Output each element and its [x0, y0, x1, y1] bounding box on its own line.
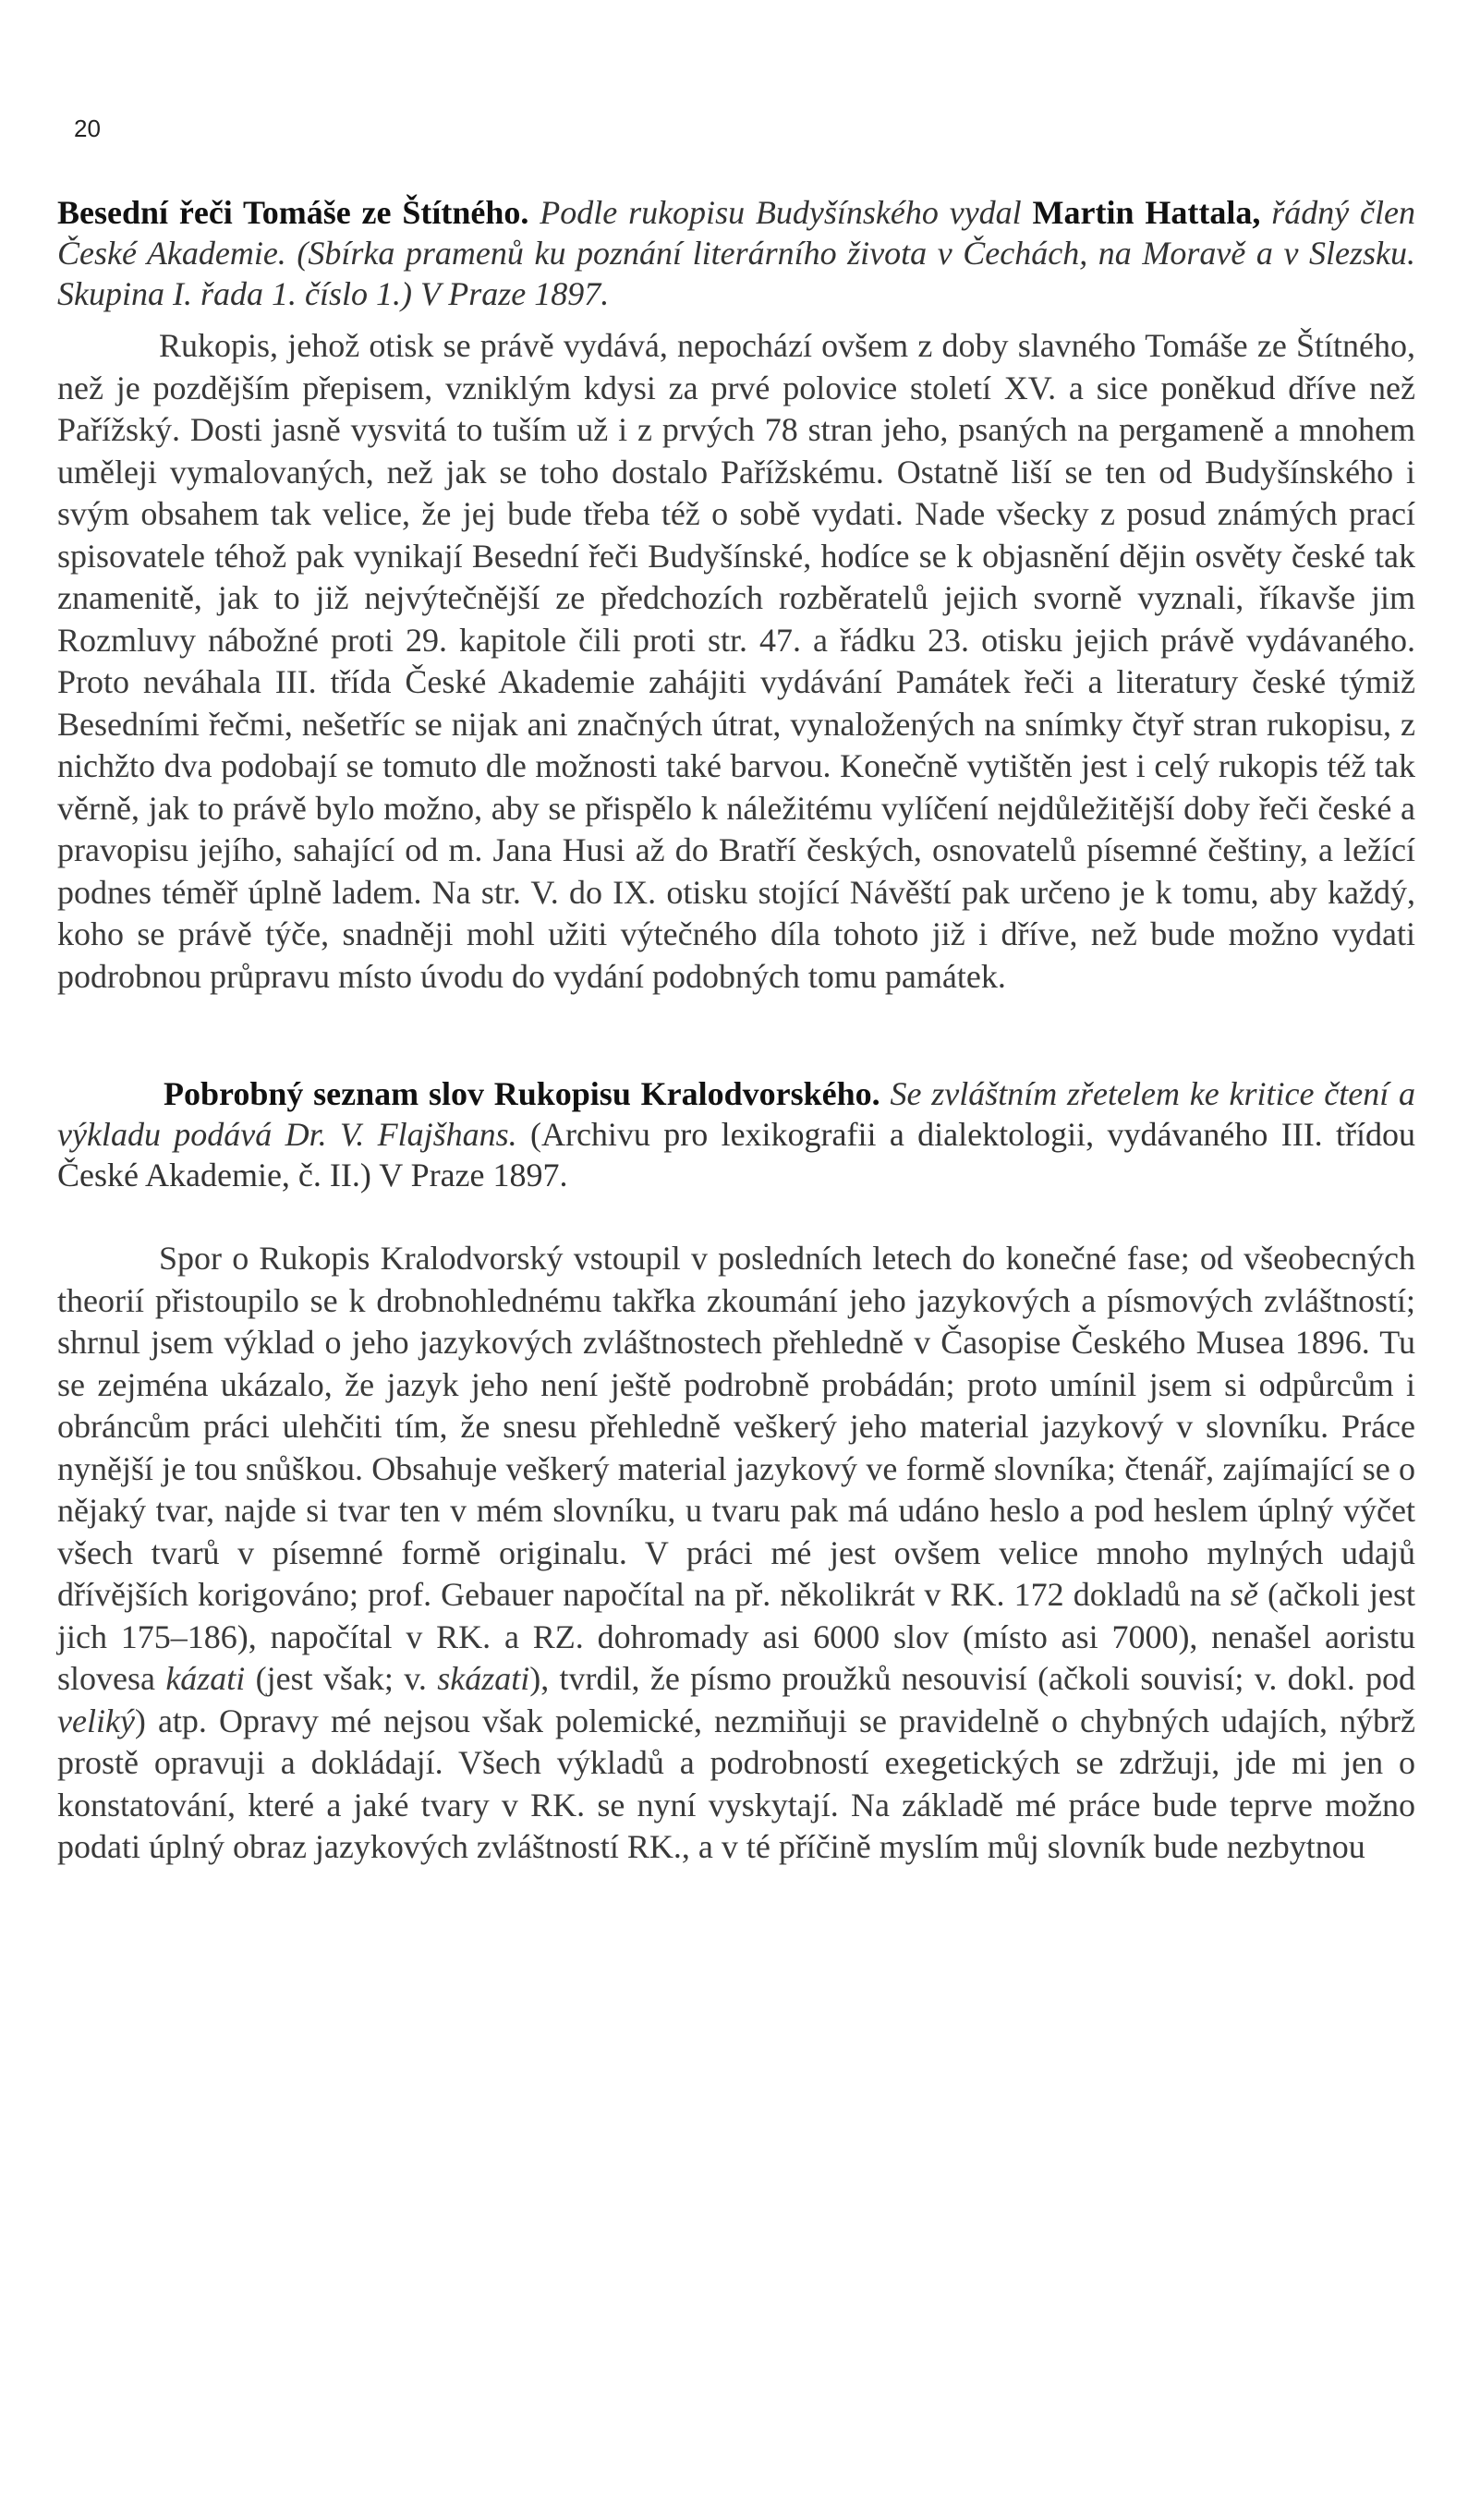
italic-word: skázati: [437, 1660, 530, 1697]
entry-paragraph: [57, 1238, 1415, 1869]
entry-heading: [57, 1073, 1415, 1195]
entry-paragraph: Rukopis, jehož otisk se právě vydává, nepochází ovšem z doby slavného Tomáše ze Štítného, než je pozdějším přepisem, vzniklým kdysi za prvé polovice století XV. a sice poněkud dříve než Pařížský. Dosti jasně vysvitá to tuším už i z prvých 78 stran jeho, psaných na pergameně a mnohem uměleji vymalovaných, než jak se toho dostalo Pařížskému. Ostatně liší se ten od Budyšínského i svým obsahem tak velice, že jej bude třeba též o sobě vydati. Nade všecky z posud známých prací spisovatele téhož pak vynikají Besední řeči Budyšínské, hodíce se k objasnění dějin osvěty české tak znamenitě, jak to již nejvýtečnější ze předchozích rozběratelů jejich svorně vyznali, říkavše jim Rozmluvy nábožné proti 29. kapitole čili proti str. 47. a řádku 23. otisku jejich právě vydávaného. Proto neváhala III. třída České Akademie zahájiti vydávání Památek řeči a literatury české týmiž Besedními řečmi, nešetříc se nijak ani značných útrat, vynaložených na snímky čtyř stran rukopisu, z nichžto dva podobají se tomuto dle možnosti také barvou. Konečně vytištěn jest i celý rukopis též tak věrně, jak to právě bylo možno, aby se přispělo k náležitému vylíčení nejdůležitější doby řeči české a pravopisu jejího, sahající od m. Jana Husi až do Bratří českých, osnovatelů písemné češtiny, a ležící podnes téměř úplně ladem. Na str. V. do IX. otisku stojící Návěští pak určeno je k tomu, aby každý, koho se právě týče, snadněji mohl užiti výtečného díla tohoto již i dříve, než bude možno vydati podrobnou průpravu místo úvodu do vydání podobných tomu památek.: [57, 327, 1415, 995]
review-entry-besedni-reci: [57, 192, 1415, 998]
entry-subtitle: Se zvláštním zřetelem ke kritice čtení a výkladu podává Dr. V. Flajšhans.: [57, 1075, 1416, 1153]
paragraph-text: (ačkoli jest jich 175–186), napočítal v RK. a RZ. dohromady asi 6000 slov (místo asi 7000), nenašel aoristu slovesa: [57, 1576, 1415, 1697]
italic-word: veliký: [57, 1702, 135, 1739]
paragraph-text: Spor o Rukopis Kralodvorský vstoupil v posledních letech do konečné fase; od všeobecných theorií přistoupilo se k drobnohlednému takřka zkoumání jeho jazykových a písmových zvláštností; shrnul jsem výklad o jeho jazykových zvláštnostech přehledně v Časopise Českého Musea 1896. Tu se zejména ukázalo, že jazyk jeho není ještě podrobně probádán; proto umínil jsem si odpůrcům i obráncům práci ulehčiti tím, že snesu přehledně veškerý jeho material jazykový v slovníku. Práce nynější je tou snůškou. Obsahuje veškerý material jazykový ve formě slovníka; čtenář, zajímající se o nějaký tvar, najde si tvar ten v mém slovníku, u tvaru pak má udáno heslo a pod heslem úplný výčet všech tvarů v písemné formě originalu. V práci mé jest ovšem velice mnoho mylných udajů dřívějších korigováno; prof. Gebauer napočítal na př. několikrát v RK. 172 dokladů na: [57, 1240, 1415, 1613]
text-column: [57, 192, 1415, 1869]
entry-publication: řádný člen České Akademie. (Sbírka pramenů ku poznání literárního života v Čechách, na Moravě a v Slezsku. Skupina I. řada 1. číslo 1.) V Praze 1897.: [57, 194, 1416, 312]
entry-title: Besední řeči Tomáše ze Štítného.: [57, 194, 529, 231]
review-entry-seznam-slov: [57, 1073, 1415, 1869]
italic-word: sě: [1230, 1576, 1258, 1613]
paragraph-text: (jest však; v.: [245, 1660, 438, 1697]
entry-heading: [57, 192, 1415, 314]
entry-title: Pobrobný seznam slov Rukopisu Kralodvorského.: [164, 1075, 880, 1112]
italic-word: kázati: [165, 1660, 246, 1697]
paragraph-text: ) atp. Opravy mé nejsou však polemické, nezmiňuji se pravidelně o chybných udajích, nýbrž prostě opravuji a dokládají. Všech výkladů a podrobností exegetických se zdržuji, jde mi jen o konstatování, které a jaké tvary v RK. se nyní vyskytají. Na základě mé práce bude teprve možno podati úplný obraz jazykových zvláštností RK., a v té příčině myslím můj slovník bude nezbytnou: [57, 1702, 1415, 1865]
entry-subtitle: Podle rukopisu Budyšínského vydal: [540, 194, 1022, 231]
paragraph-text: ), tvrdil, že písmo proužků nesouvisí (ačkoli souvisí; v. dokl. pod: [529, 1660, 1416, 1697]
page-number: 20: [74, 115, 101, 142]
entry-editor: Martin Hattala,: [1032, 194, 1261, 231]
entry-publication: (Archivu pro lexikografii a dialektologii, vydávaného III. třídou České Akademie, č. II.) V Praze 1897.: [57, 1116, 1416, 1193]
